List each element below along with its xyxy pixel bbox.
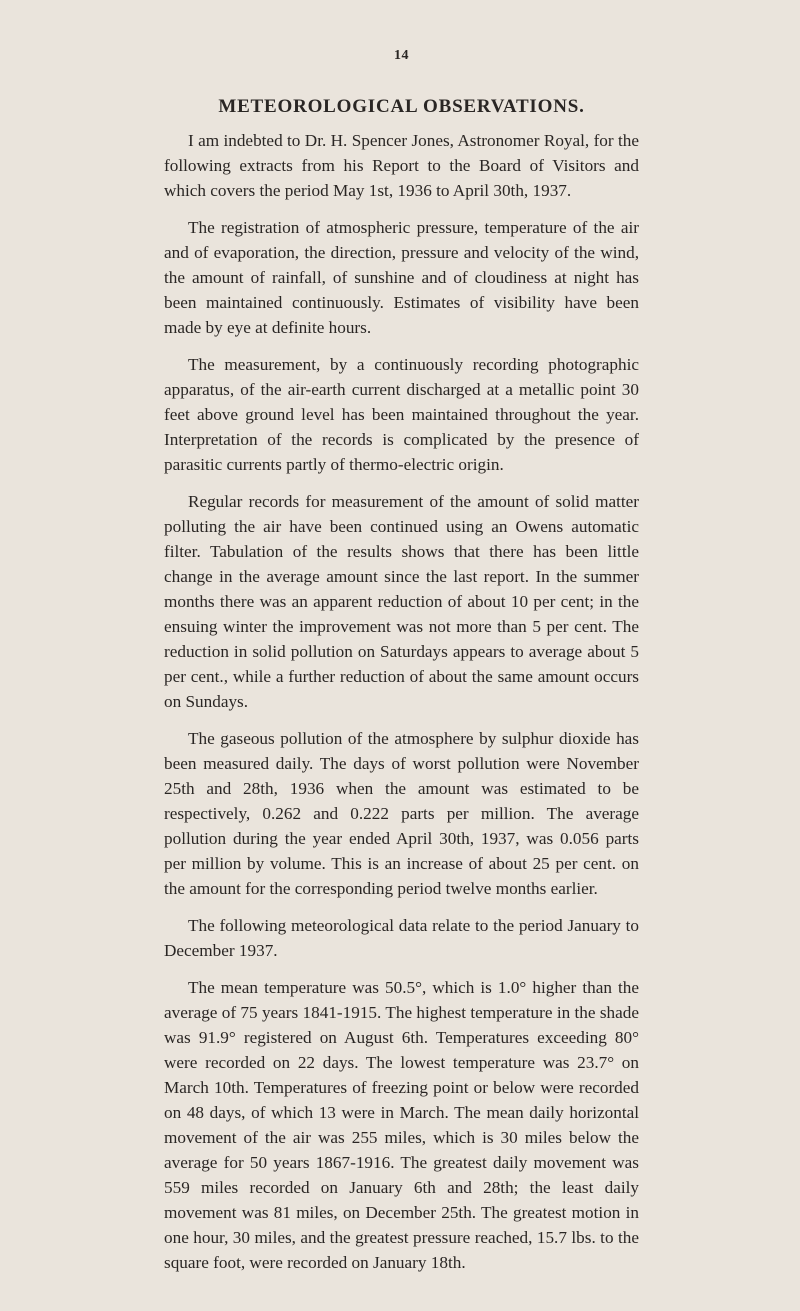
paragraph-gaseous-pollution: The gaseous pollution of the atmosphere by sulphur dioxide has been measured daily. The days of worst pollution were November 25th and 28th, 1936 when the amount was estimated to be respectively, 0.262 and 0.222 parts per million. The average pollution during the year ended April 30th, 1937, was 0.056 parts per million by volume. This is an increase of about 25 per cent. on the amount for the corresponding period twelve months earlier. — [164, 729, 639, 898]
paragraph-solid-pollution: Regular records for measurement of the amount of solid matter polluting the air have been continued using an Owens automatic filter. Tabulation of the results shows that there has been little change in the average amount since the last report. In the summer months there was an apparent reduction of about 10 per cent; in the ensuing winter the improvement was not more than 5 per cent. The reduction in solid pollution on Saturdays appears to average about 5 per cent., while a further reduction of about the same amount occurs on Sundays. — [164, 492, 639, 711]
paragraph-registration: The registration of atmospheric pressure, temperature of the air and of evaporation, the direction, pressure and velocity of the wind, the amount of rainfall, of sunshine and of cloudiness at night has been maintained continuously. Estimates of visibility have been made by eye at definite hours. — [164, 218, 639, 337]
paragraph-temperature-wind: The mean temperature was 50.5°, which is 1.0° higher than the average of 75 years 1841-1915. The highest temperature in the shade was 91.9° registered on August 6th. Temperatures exceeding 80° were recorded on 22 days. The lowest temperature was 23.7° on March 10th. Temperatures of freezing point or below were recorded on 48 days, of which 13 were in March. The mean daily horizontal movement of the air was 255 miles, which is 30 miles below the average for 50 years 1867-1916. The greatest daily movement was 559 miles recorded on January 6th and 28th; the least daily movement was 81 miles, on December 25th. The greatest motion in one hour, 30 miles, and the greatest pressure reached, 15.7 lbs. to the square foot, were recorded on January 18th. — [164, 978, 639, 1272]
document-page — [164, 48, 639, 1287]
paragraph-air-earth-current: The measurement, by a continuously recording photographic apparatus, of the air-earth current discharged at a metallic point 30 feet above ground level has been maintained throughout the year. Interpretation of the records is complicated by the presence of parasitic currents partly of thermo-electric origin. — [164, 355, 639, 474]
page-title: METEOROLOGICAL OBSERVATIONS. — [218, 96, 585, 117]
paragraph-intro: I am indebted to Dr. H. Spencer Jones, Astronomer Royal, for the following extracts from his Report to the Board of Visitors and which covers the period May 1st, 1936 to April 30th, 1937. — [164, 131, 639, 200]
paragraph-data-period: The following meteorological data relate to the period January to December 1937. — [164, 916, 639, 960]
page-number: 14 — [394, 48, 409, 63]
